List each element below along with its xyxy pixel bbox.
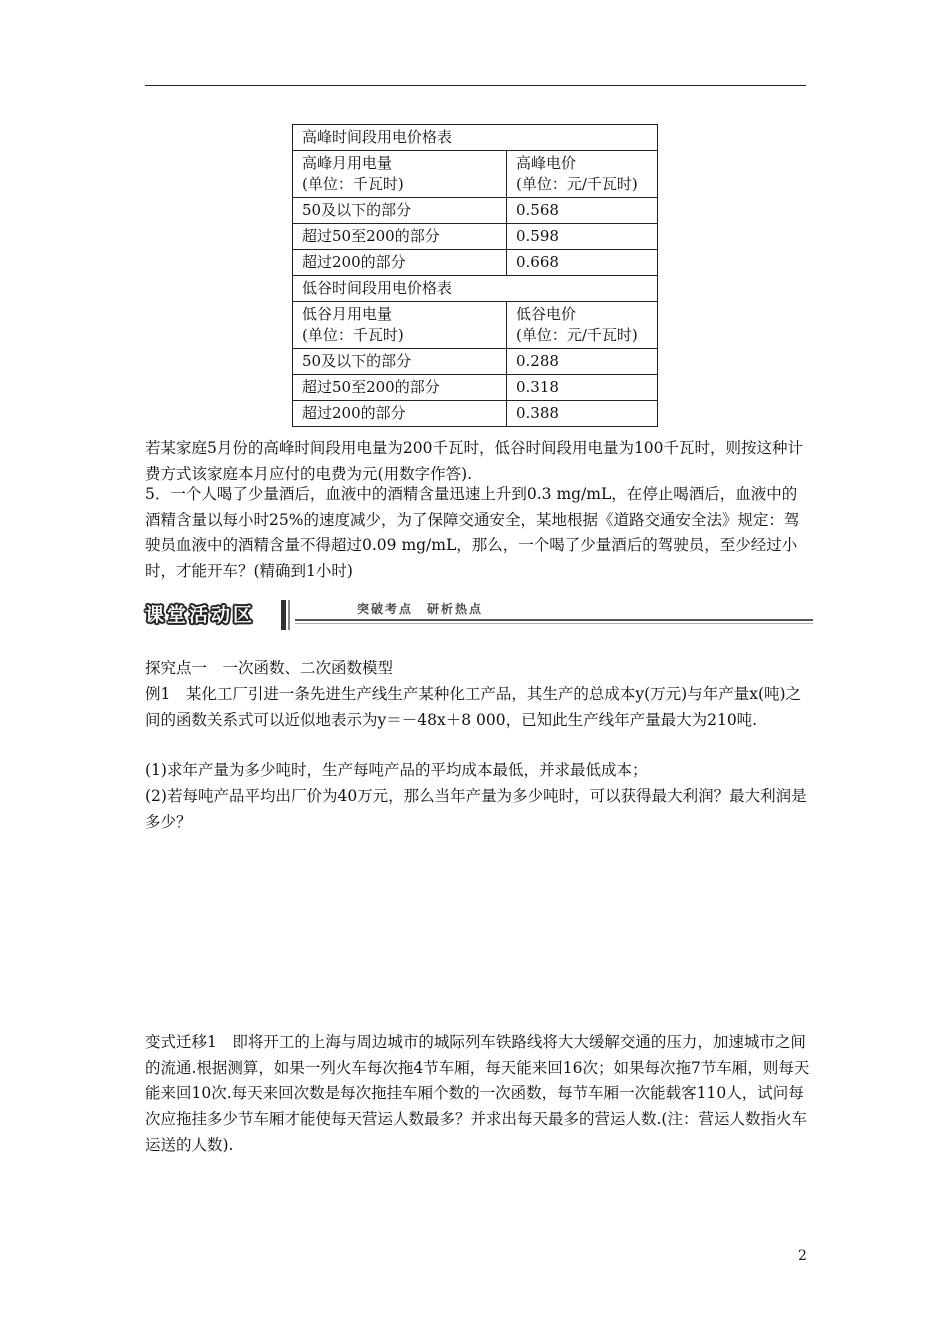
banner-rule — [295, 623, 813, 624]
header-rule — [145, 85, 806, 86]
peak-table-title: 高峰时间段用电价格表 — [293, 125, 658, 151]
table-row — [293, 401, 658, 427]
header-line: 低谷电价 — [516, 305, 577, 323]
table-row — [293, 276, 658, 302]
question-4-text — [145, 436, 810, 487]
table-cell: 0.598 — [507, 224, 658, 250]
table-row — [293, 125, 658, 151]
table-cell: 超过200的部分 — [293, 250, 507, 276]
question-5-part-b: 小时，才能开车？(精确到1小时) — [145, 536, 798, 581]
valley-header-price — [507, 302, 658, 349]
section-banner — [145, 598, 815, 632]
table-cell: 超过50至200的部分 — [293, 375, 507, 401]
table-cell: 50及以下的部分 — [293, 349, 507, 375]
banner-title: 课堂活动区 — [145, 598, 285, 632]
table-row — [293, 198, 658, 224]
question-4-part-b: 元(用数字作答). — [362, 464, 473, 483]
banner-rule — [295, 619, 813, 621]
table-cell: 0.388 — [507, 401, 658, 427]
table-cell: 50及以下的部分 — [293, 198, 507, 224]
example-1-text: 例1 某化工厂引进一条先进生产线生产某种化工产品，其生产的总成本y(万元)与年产量x(吨)之间的函数关系式可以近似地表示为y＝－48x＋8 000，已知此生产线年产量最大为210吨. — [145, 685, 802, 729]
banner-divider — [288, 600, 290, 630]
table-cell: 0.668 — [507, 250, 658, 276]
question-5-part-a: 5．一个人喝了少量酒后，血液中的酒精含量迅速上升到0.3 mg/mL，在停止喝酒后，血液中的酒精含量以每小时25%的速度减少，为了保障交通安全，某地根据《道路交通安全法》规定：驾驶员血液中的酒精含量不得超过0.09 mg/mL，那么，一个喝了少量酒后的驾驶员，至少经过 — [145, 485, 800, 555]
variant-1-text: 变式迁移1 即将开工的上海与周边城市的城际列车铁路线将大大缓解交通的压力，加速城市之间的流通.根据测算，如果一列火车每次拖4节车厢，每天能来回16次；如果每次拖7节车厢，则每天能来回10次.每天来回次数是每次拖挂车厢个数的一次函数，每节车厢一次能载客110人，试问每次应拖挂多少节车厢才能使每天营运人数最多？并求出每天最多的营运人数.(注：营运人数指火车运送的人数). — [145, 1033, 810, 1154]
header-line: (单位：千瓦时) — [302, 326, 404, 344]
header-line: 高峰月用电量 — [302, 154, 393, 172]
header-line: 低谷月用电量 — [302, 305, 393, 323]
table-cell: 0.288 — [507, 349, 658, 375]
banner-divider — [281, 600, 286, 630]
header-line: (单位：千瓦时) — [302, 175, 404, 193]
question-4-part-a: 若某家庭5月份的高峰时间段用电量为200千瓦时，低谷时间段用电量为100千瓦时，则按这种计费方式该家庭本月应付的电费为 — [145, 439, 804, 483]
table-row — [293, 349, 658, 375]
table-row — [293, 250, 658, 276]
banner-subtitle: 突破考点 研析热点 — [357, 602, 484, 616]
valley-header-usage — [293, 302, 507, 349]
table-cell: 超过50至200的部分 — [293, 224, 507, 250]
table-cell: 0.318 — [507, 375, 658, 401]
question-5-text — [145, 482, 810, 585]
table-row — [293, 302, 658, 349]
valley-table-title: 低谷时间段用电价格表 — [293, 276, 658, 302]
section-title: 探究点一 一次函数、二次函数模型 — [145, 659, 394, 677]
table-row — [293, 224, 658, 250]
electricity-price-table — [292, 124, 658, 427]
example-1-question-2: (2)若每吨产品平均出厂价为40万元，那么当年产量为多少吨时，可以获得最大利润？最大利润是多少？ — [145, 787, 807, 831]
header-line: (单位：元/千瓦时) — [516, 326, 638, 344]
example-1-question-1: (1)求年产量为多少吨时，生产每吨产品的平均成本最低，并求最低成本； — [145, 761, 648, 779]
header-line: 高峰电价 — [516, 154, 577, 172]
peak-header-usage — [293, 151, 507, 198]
table-row — [293, 375, 658, 401]
header-line: (单位：元/千瓦时) — [516, 175, 638, 193]
table-cell: 超过200的部分 — [293, 401, 507, 427]
table-row — [293, 151, 658, 198]
table-cell: 0.568 — [507, 198, 658, 224]
peak-header-price — [507, 151, 658, 198]
page-number: 2 — [798, 1248, 807, 1264]
